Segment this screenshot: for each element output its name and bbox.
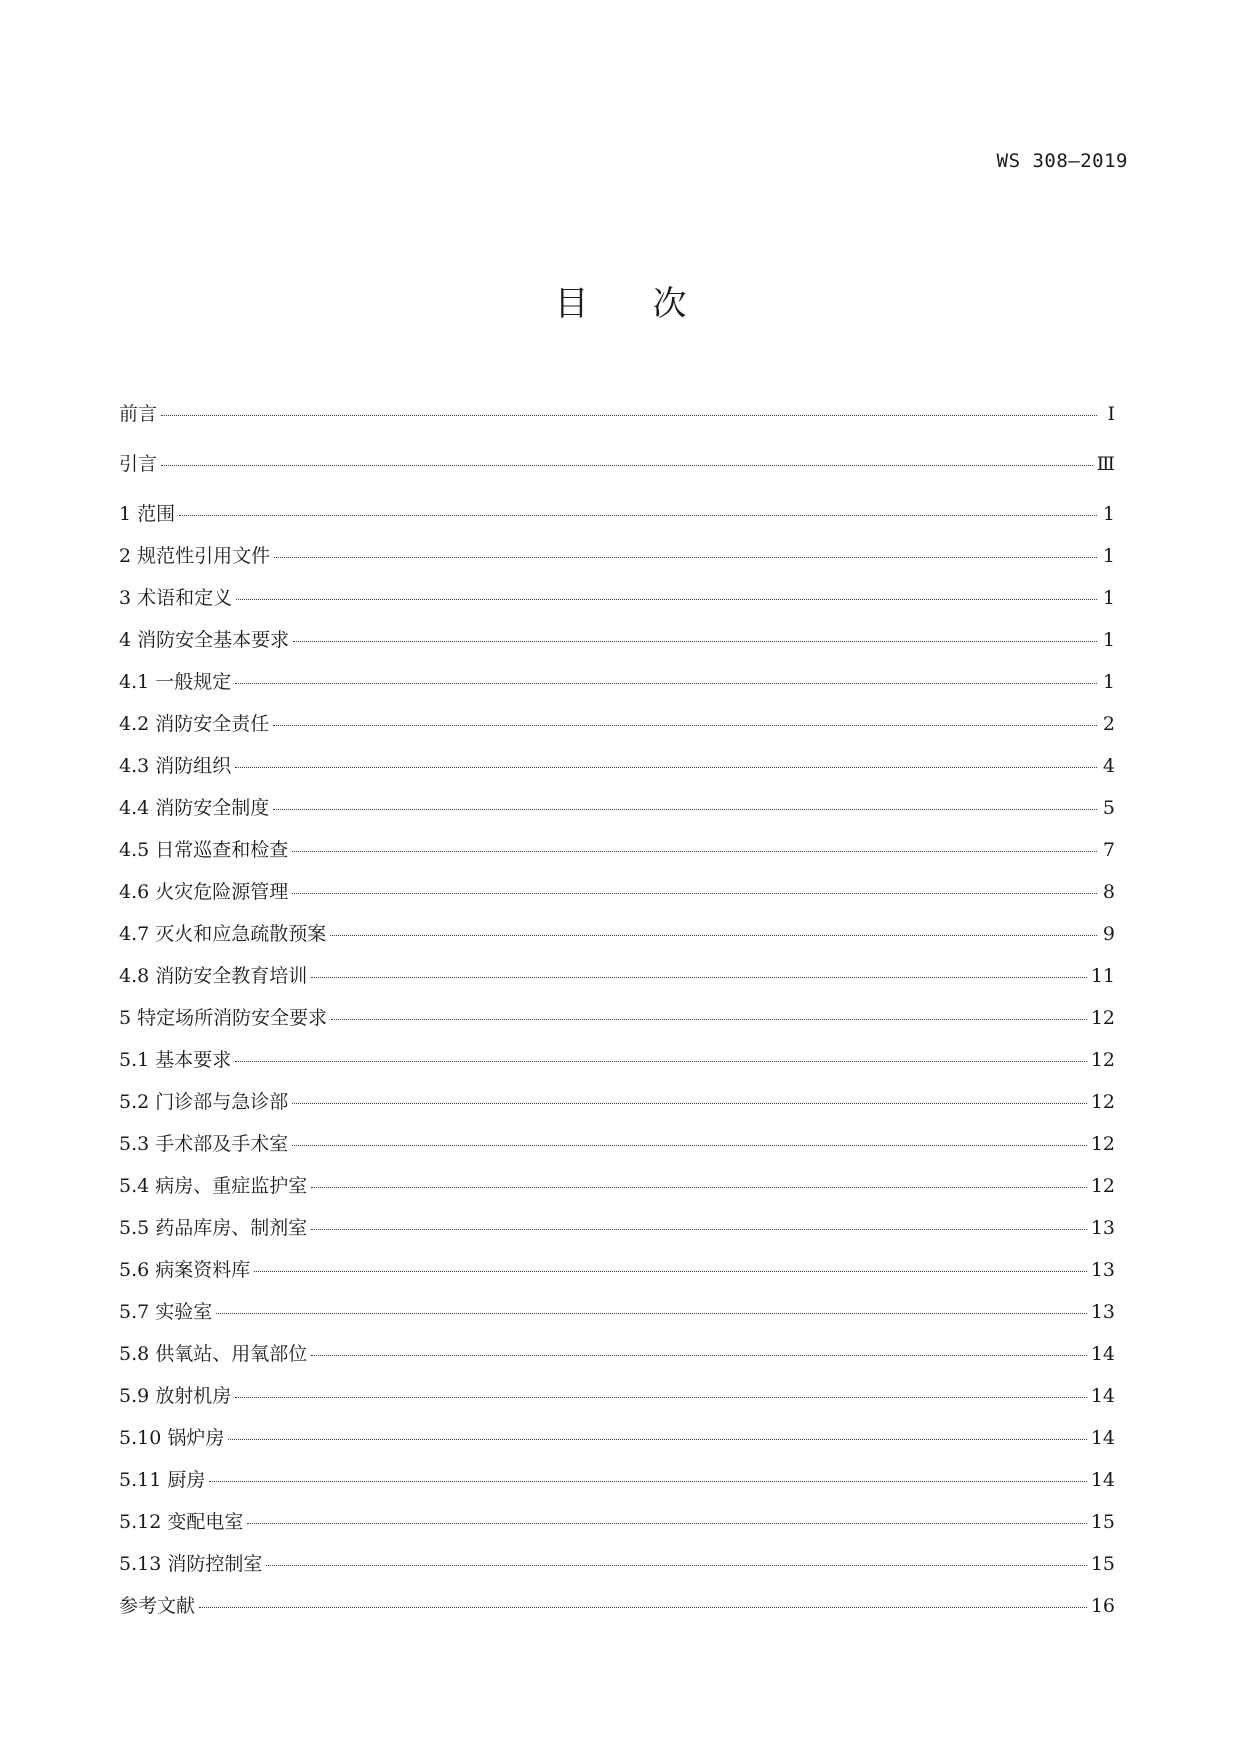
- toc-page-number: 14: [1090, 1469, 1115, 1491]
- toc-page-number: 12: [1090, 1133, 1115, 1155]
- toc-dot-leader: [292, 851, 1097, 852]
- toc-entry-label: 3 术语和定义: [119, 587, 233, 609]
- toc-entry[interactable]: [119, 1423, 1115, 1465]
- toc-entry-label: 引言: [119, 453, 158, 475]
- toc-page-number: 14: [1090, 1427, 1115, 1449]
- toc-entry[interactable]: [119, 1255, 1115, 1297]
- toc-entry[interactable]: [119, 625, 1115, 667]
- toc-entry[interactable]: [119, 1381, 1115, 1423]
- toc-entry[interactable]: [119, 583, 1115, 625]
- toc-entry[interactable]: [119, 1129, 1115, 1171]
- toc-entry[interactable]: [119, 961, 1115, 1003]
- toc-dot-leader: [311, 1229, 1087, 1230]
- toc-entry[interactable]: [119, 1297, 1115, 1339]
- toc-dot-leader: [292, 1145, 1087, 1146]
- toc-entry-label: 参考文献: [119, 1595, 196, 1617]
- toc-entry-label: 4.3 消防组织: [119, 755, 232, 777]
- toc-entry[interactable]: [119, 1003, 1115, 1045]
- toc-dot-leader: [235, 1397, 1087, 1398]
- toc-page-number: 13: [1090, 1259, 1115, 1281]
- toc-entry[interactable]: [119, 793, 1115, 835]
- toc-dot-leader: [199, 1607, 1087, 1608]
- toc-page-number: 7: [1102, 839, 1115, 861]
- toc-entry-label: 5.2 门诊部与急诊部: [119, 1091, 289, 1113]
- toc-entry[interactable]: [119, 499, 1115, 541]
- toc-dot-leader: [292, 1103, 1087, 1104]
- toc-entry[interactable]: [119, 667, 1115, 709]
- toc-entry[interactable]: [119, 1045, 1115, 1087]
- toc-entry-label: 5.7 实验室: [119, 1301, 213, 1323]
- toc-page-number: 16: [1090, 1595, 1115, 1617]
- toc-entry-label: 前言: [119, 403, 158, 425]
- toc-entry-label: 4.5 日常巡查和检查: [119, 839, 289, 861]
- toc-entry[interactable]: [119, 541, 1115, 583]
- toc-entry[interactable]: [119, 399, 1115, 449]
- toc-page-number: 11: [1090, 965, 1115, 987]
- toc-page-number: 1: [1102, 503, 1115, 525]
- toc-dot-leader: [293, 641, 1097, 642]
- toc-entry-label: 5.12 变配电室: [119, 1511, 244, 1533]
- toc-entry-label: 5.13 消防控制室: [119, 1553, 263, 1575]
- toc-dot-leader: [273, 725, 1097, 726]
- toc-page-number: 1: [1102, 587, 1115, 609]
- toc-dot-leader: [247, 1523, 1086, 1524]
- toc-entry[interactable]: [119, 1507, 1115, 1549]
- toc-page-number: 8: [1102, 881, 1115, 903]
- toc-dot-leader: [274, 557, 1097, 558]
- toc-dot-leader: [235, 683, 1097, 684]
- toc-entry-label: 5.9 放射机房: [119, 1385, 232, 1407]
- toc-page-number: 1: [1102, 545, 1115, 567]
- toc-dot-leader: [273, 809, 1097, 810]
- toc-entry[interactable]: [119, 919, 1115, 961]
- toc-entry-label: 5.1 基本要求: [119, 1049, 232, 1071]
- toc-page-number: 5: [1102, 797, 1115, 819]
- toc-page-number: 14: [1090, 1343, 1115, 1365]
- toc-dot-leader: [235, 767, 1097, 768]
- toc-dot-leader: [292, 893, 1097, 894]
- toc-page-number: Ⅲ: [1096, 453, 1115, 475]
- toc-dot-leader: [179, 515, 1097, 516]
- toc-page-number: 15: [1090, 1511, 1115, 1533]
- toc-page-number: 14: [1090, 1385, 1115, 1407]
- toc-entry[interactable]: [119, 1465, 1115, 1507]
- toc-page-number: 13: [1090, 1217, 1115, 1239]
- page-title: 目次: [554, 284, 751, 324]
- toc-page-number: 12: [1090, 1091, 1115, 1113]
- toc-entry-label: 5.5 药品库房、制剂室: [119, 1217, 308, 1239]
- toc-entry-label: 4.6 火灾危险源管理: [119, 881, 289, 903]
- toc-page-number: 1: [1102, 629, 1115, 651]
- toc-dot-leader: [266, 1565, 1086, 1566]
- toc-entry-label: 5.11 厨房: [119, 1469, 206, 1491]
- toc-page-number: 12: [1090, 1007, 1115, 1029]
- toc-dot-leader: [311, 1187, 1087, 1188]
- toc-dot-leader: [311, 1355, 1087, 1356]
- toc-dot-leader: [331, 1019, 1087, 1020]
- toc-entry-label: 4.2 消防安全责任: [119, 713, 270, 735]
- toc-entry[interactable]: [119, 751, 1115, 793]
- toc-entry[interactable]: [119, 1087, 1115, 1129]
- toc-entry-label: 4.1 一般规定: [119, 671, 232, 693]
- toc-page-number: 13: [1090, 1301, 1115, 1323]
- toc-entry-label: 1 范围: [119, 503, 176, 525]
- toc-entry-label: 5.8 供氧站、用氧部位: [119, 1343, 308, 1365]
- toc-dot-leader: [161, 465, 1093, 466]
- toc-page-number: 9: [1102, 923, 1115, 945]
- toc-page-number: 4: [1102, 755, 1115, 777]
- toc-entry-label: 4.4 消防安全制度: [119, 797, 270, 819]
- toc-entry-label: 5.6 病案资料库: [119, 1259, 251, 1281]
- toc-entry[interactable]: [119, 1171, 1115, 1213]
- toc-entry-label: 5.4 病房、重症监护室: [119, 1175, 308, 1197]
- toc-page-number: 1: [1102, 671, 1115, 693]
- toc-entry[interactable]: [119, 835, 1115, 877]
- toc-dot-leader: [216, 1313, 1087, 1314]
- toc-dot-leader: [236, 599, 1097, 600]
- toc-entry-label: 4 消防安全基本要求: [119, 629, 290, 651]
- toc-entry[interactable]: [119, 1591, 1115, 1633]
- toc-dot-leader: [161, 415, 1097, 416]
- toc-dot-leader: [209, 1481, 1086, 1482]
- toc-dot-leader: [311, 977, 1087, 978]
- toc-page-number: 15: [1090, 1553, 1115, 1575]
- toc-entry[interactable]: [119, 877, 1115, 919]
- toc-entry[interactable]: [119, 449, 1115, 499]
- toc-entry-label: 4.7 灭火和应急疏散预案: [119, 923, 327, 945]
- toc-entry[interactable]: [119, 1549, 1115, 1591]
- toc-entry-label: 5.3 手术部及手术室: [119, 1133, 289, 1155]
- toc-entry-label: 5 特定场所消防安全要求: [119, 1007, 328, 1029]
- toc-page-number: 12: [1090, 1175, 1115, 1197]
- toc-entry-label: 4.8 消防安全教育培训: [119, 965, 308, 987]
- toc-dot-leader: [235, 1061, 1087, 1062]
- toc-dot-leader: [254, 1271, 1087, 1272]
- toc-entry[interactable]: [119, 1339, 1115, 1381]
- toc-dot-leader: [228, 1439, 1086, 1440]
- toc-entry[interactable]: [119, 1213, 1115, 1255]
- toc-dot-leader: [330, 935, 1097, 936]
- toc-entry-label: 2 规范性引用文件: [119, 545, 271, 567]
- toc-entry-label: 5.10 锅炉房: [119, 1427, 225, 1449]
- toc-page-number: Ⅰ: [1107, 403, 1115, 425]
- toc-page-number: 2: [1102, 713, 1115, 735]
- toc-entry[interactable]: [119, 709, 1115, 751]
- toc-page-number: 12: [1090, 1049, 1115, 1071]
- document-number: WS 308—2019: [996, 150, 1128, 172]
- table-of-contents: [119, 399, 1115, 1633]
